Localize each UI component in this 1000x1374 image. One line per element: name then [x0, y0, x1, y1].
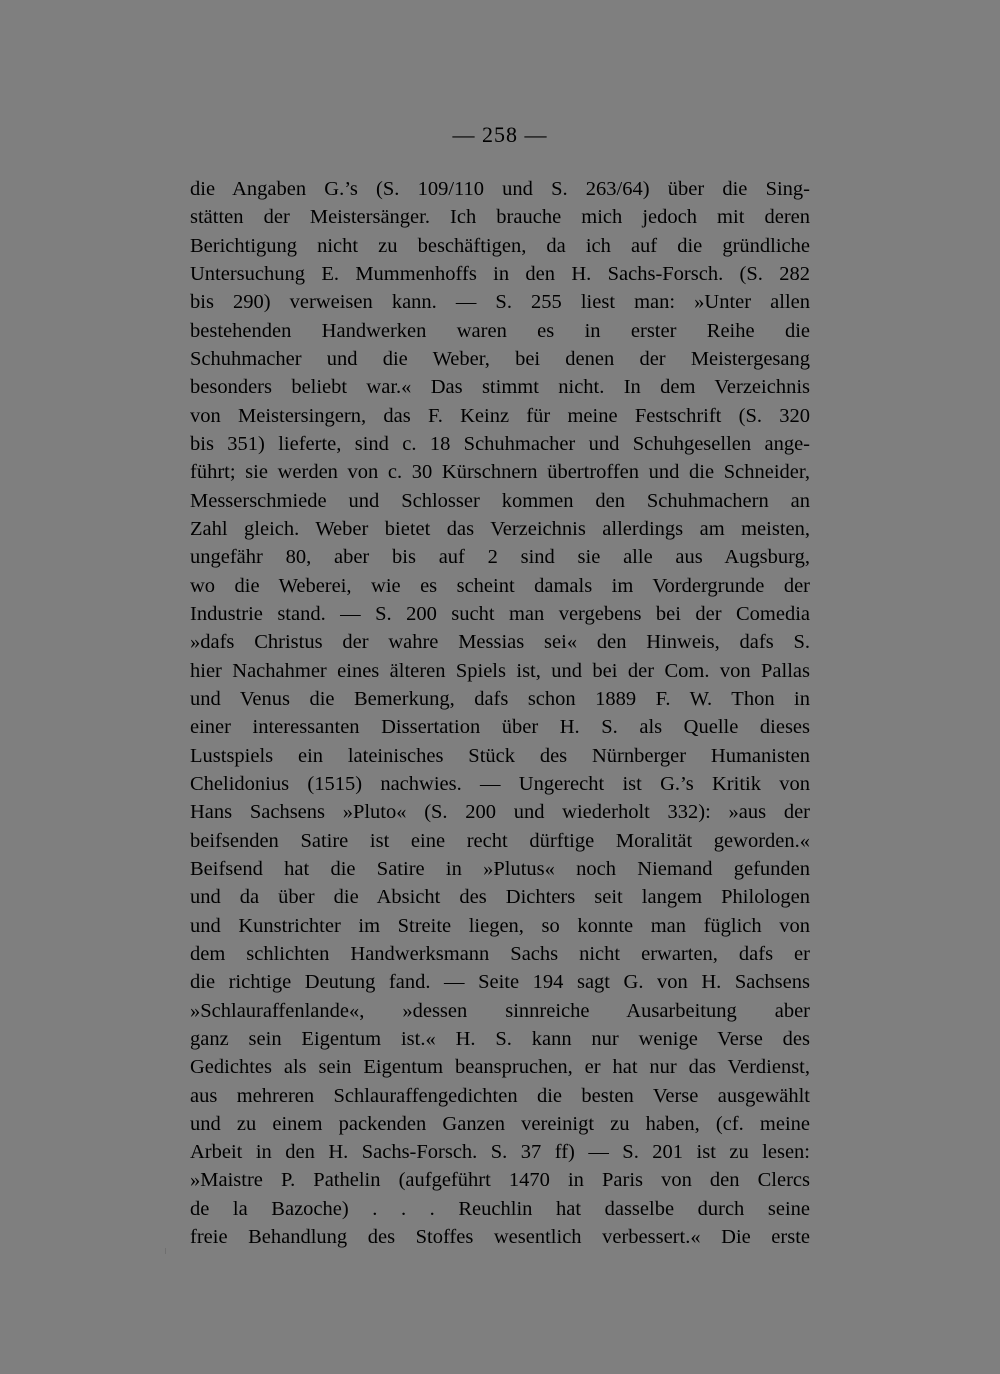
text-line: von Meistersingern, das F. Keinz für meine Festschrift (S. 320: [190, 404, 810, 427]
text-line: ganz sein Eigentum ist.« H. S. kann nur wenige Verse des: [190, 1027, 810, 1050]
text-line: hier Nachahmer eines älteren Spiels ist, und bei der Com. von Pallas: [190, 659, 810, 682]
text-line: Hans Sachsens »Pluto« (S. 200 und wiederholt 332): »aus der: [190, 801, 810, 824]
text-line: Chelidonius (1515) nachwies. — Ungerecht ist G.’s Kritik von: [190, 772, 810, 795]
text-line: Beifsend hat die Satire in »Plutus« noch Niemand gefunden: [190, 857, 810, 880]
page-edge-mark: [165, 1248, 166, 1254]
text-line: Lustspiels ein lateinisches Stück des Nürnberger Humanisten: [190, 744, 810, 767]
text-line: Gedichtes als sein Eigentum beanspruchen, er hat nur das Verdienst,: [190, 1056, 810, 1079]
text-line: die Angaben G.’s (S. 109/110 und S. 263/64) über die Sing-: [190, 178, 810, 200]
text-line: Arbeit in den H. Sachs-Forsch. S. 37 ff) — S. 201 ist zu lesen:: [190, 1141, 810, 1164]
text-line: stätten der Meistersänger. Ich brauche mich jedoch mit deren: [190, 206, 810, 229]
text-line: wo die Weberei, wie es scheint damals im Vordergrunde der: [190, 574, 810, 597]
text-line: aus mehreren Schlauraffengedichten die besten Verse ausgewählt: [190, 1084, 810, 1107]
text-line: Untersuchung E. Mummenhoffs in den H. Sachs-Forsch. (S. 282: [190, 262, 810, 285]
text-line: die richtige Deutung fand. — Seite 194 sagt G. von H. Sachsens: [190, 971, 810, 994]
text-line: besonders beliebt war.« Das stimmt nicht. In dem Verzeichnis: [190, 376, 810, 399]
text-line: Industrie stand. — S. 200 sucht man vergebens bei der Comedia: [190, 602, 810, 625]
text-line: und zu einem packenden Ganzen vereinigt zu haben, (cf. meine: [190, 1112, 810, 1135]
text-line: bis 290) verweisen kann. — S. 255 liest man: »Unter allen: [190, 291, 810, 314]
text-line: führt; sie werden von c. 30 Kürschnern übertroffen und die Schneider,: [190, 461, 810, 484]
body-text: [190, 175, 810, 1251]
text-line: und Venus die Bemerkung, dafs schon 1889 F. W. Thon in: [190, 687, 810, 710]
text-line: Messerschmiede und Schlosser kommen den Schuhmachern an: [190, 489, 810, 512]
text-line: und Kunstrichter im Streite liegen, so konnte man füglich von: [190, 914, 810, 937]
text-line: Zahl gleich. Weber bietet das Verzeichnis allerdings am meisten,: [190, 517, 810, 540]
text-line: »Schlauraffenlande«, »dessen sinnreiche Ausarbeitung aber: [190, 999, 810, 1022]
text-line: freie Behandlung des Stoffes wesentlich verbessert.« Die erste: [190, 1226, 810, 1249]
text-line: ungefähr 80, aber bis auf 2 sind sie alle aus Augsburg,: [190, 546, 810, 569]
text-line: beifsenden Satire ist eine recht dürftige Moralität geworden.«: [190, 829, 810, 852]
text-line: bis 351) lieferte, sind c. 18 Schuhmacher und Schuhgesellen ange-: [190, 432, 810, 455]
text-line: »Maistre P. Pathelin (aufgeführt 1470 in Paris von den Clercs: [190, 1169, 810, 1192]
text-line: Berichtigung nicht zu beschäftigen, da ich auf die gründliche: [190, 234, 810, 257]
text-line: Schuhmacher und die Weber, bei denen der Meistergesang: [190, 347, 810, 370]
page-number: — 258 —: [452, 122, 548, 147]
text-line: einer interessanten Dissertation über H. S. als Quelle dieses: [190, 716, 810, 739]
text-line: dem schlichten Handwerksmann Sachs nicht erwarten, dafs er: [190, 942, 810, 965]
text-line: de la Bazoche) . . . Reuchlin hat dasselbe durch seine: [190, 1197, 810, 1220]
text-line: bestehenden Handwerken waren es in erster Reihe die: [190, 319, 810, 342]
text-line: und da über die Absicht des Dichters seit langem Philologen: [190, 886, 810, 909]
text-line: »dafs Christus der wahre Messias sei« den Hinweis, dafs S.: [190, 631, 810, 654]
